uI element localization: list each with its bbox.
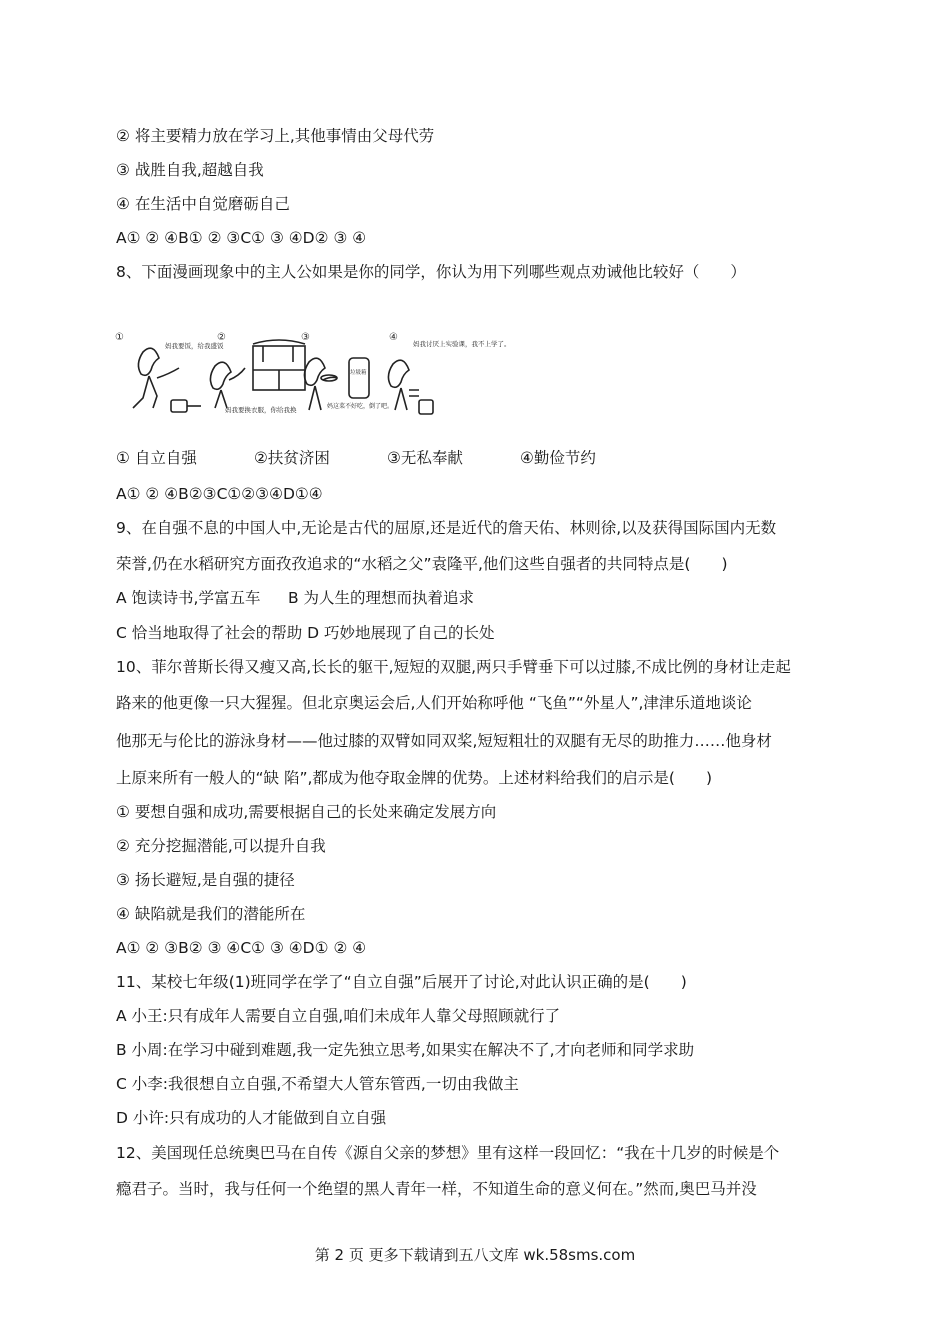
answer-choices: A① ② ④B②③C①②③④D①④ xyxy=(116,485,323,503)
speech-bubble: 妈这菜不好吃，倒了吧。 xyxy=(327,403,394,410)
speech-bubble: 妈我讨厌上实验课，我不上学了。 xyxy=(413,340,511,348)
speech-bubble: 妈我要换衣服，你给我换 xyxy=(225,406,297,414)
comic-illustration xyxy=(113,330,511,422)
question-8: 8、下面漫画现象中的主人公如果是你的同学，你认为用下列哪些观点劝诫他比较好（ ） xyxy=(116,263,746,281)
option-line: D 小许:只有成功的人才能做到自立自强 xyxy=(116,1109,387,1127)
panel-number: ① xyxy=(115,332,124,343)
option-line: B 小周:在学习中碰到难题,我一定先独立思考,如果实在解决不了,才向老师和同学求助 xyxy=(116,1041,695,1059)
option: ① 自立自强 xyxy=(116,449,197,467)
panel-number: ④ xyxy=(389,332,398,343)
q8-options xyxy=(116,448,596,468)
q9-options: C 恰当地取得了社会的帮助 D 巧妙地展现了自己的长处 xyxy=(116,624,495,642)
option-line: ④ 缺陷就是我们的潜能所在 xyxy=(116,905,306,923)
q9-options xyxy=(116,588,474,608)
question-9: 荣誉,仍在水稻研究方面孜孜追求的“水稻之父”袁隆平,他们这些自强者的共同特点是( ) xyxy=(116,555,728,573)
question-9: 9、在自强不息的中国人中,无论是古代的屈原,还是近代的詹天佑、林则徐,以及获得国际国内无数 xyxy=(116,519,777,537)
option: ④勤俭节约 xyxy=(520,449,596,467)
option: ③无私奉献 xyxy=(387,449,463,467)
question-11: 11、某校七年级(1)班同学在学了“自立自强”后展开了讨论,对此认识正确的是( ) xyxy=(116,973,687,991)
option-line: ④ 在生活中自觉磨砺自己 xyxy=(116,195,290,213)
panel-number: ③ xyxy=(301,332,310,343)
can-label: 垃圾箱 xyxy=(350,370,367,376)
panel-number: ② xyxy=(217,332,226,343)
option-line: ③ 战胜自我,超越自我 xyxy=(116,161,264,179)
option-line: ① 要想自强和成功,需要根据自己的长处来确定发展方向 xyxy=(116,803,497,821)
option-line: ② 充分挖掘潜能,可以提升自我 xyxy=(116,837,326,855)
option-line: A 小王:只有成年人需要自立自强,咱们未成年人靠父母照顾就行了 xyxy=(116,1007,561,1025)
option: B 为人生的理想而执着追求 xyxy=(288,589,475,607)
option-line: C 小李:我很想自立自强,不希望大人管东管西,一切由我做主 xyxy=(116,1075,519,1093)
page-footer: 第 2 页 更多下载请到五八文库 wk.58sms.com xyxy=(314,1246,636,1264)
question-12: 瘾君子。当时，我与任何一个绝望的黑人青年一样，不知道生命的意义何在。”然而,奥巴马并没 xyxy=(116,1180,757,1198)
question-10: 他那无与伦比的游泳身材——他过膝的双臂如同双桨,短短粗壮的双腿有无尽的助推力……他身材 xyxy=(116,732,772,750)
speech-bubble: 妈我要饭，给我盛饭 xyxy=(165,342,224,350)
option-line: ② 将主要精力放在学习上,其他事情由父母代劳 xyxy=(116,127,435,145)
answer-choices: A① ② ④B① ② ③C① ③ ④D② ③ ④ xyxy=(116,229,367,247)
answer-choices: A① ② ③B② ③ ④C① ③ ④D① ② ④ xyxy=(116,939,367,957)
option-line: ③ 扬长避短,是自强的捷径 xyxy=(116,871,295,889)
question-12: 12、美国现任总统奥巴马在自传《源自父亲的梦想》里有这样一段回忆：“我在十几岁的时候是个 xyxy=(116,1144,780,1162)
option: ②扶贫济困 xyxy=(254,449,330,467)
option: A 饱读诗书,学富五车 xyxy=(116,589,261,607)
question-10: 10、菲尔普斯长得又瘦又高,长长的躯干,短短的双腿,两只手臂垂下可以过膝,不成比例的身材让走起 xyxy=(116,658,791,676)
question-10: 路来的他更像一只大猩猩。但北京奥运会后,人们开始称呼他 “飞鱼”“外星人”,津津乐道地谈论 xyxy=(116,694,752,712)
question-10: 上原来所有一般人的“缺 陷”,都成为他夺取金牌的优势。上述材料给我们的启示是( ) xyxy=(116,769,713,787)
